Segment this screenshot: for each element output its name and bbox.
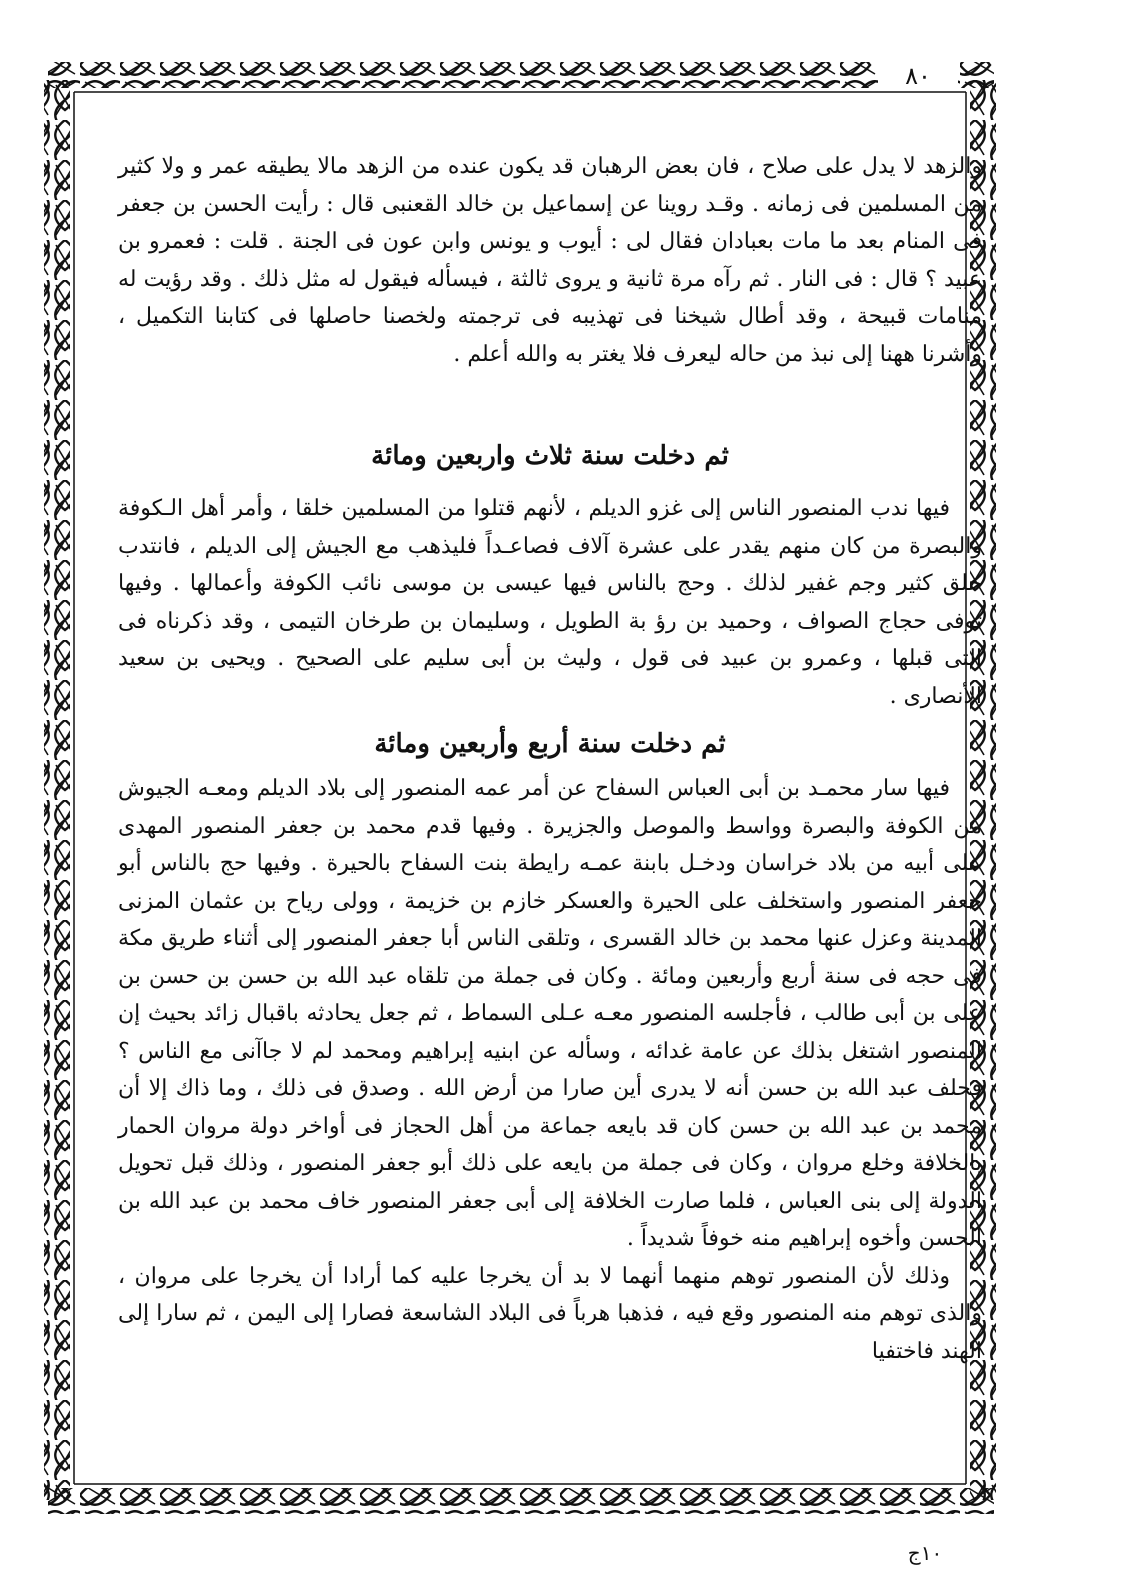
intro-paragraph — [118, 148, 982, 373]
intro-text: والزهد لا يدل على صلاح ، فان بعض الرهبان قد يكون عنده من الزهد مالا يطيقه عمر و ولا كثير من المسلمين فى زمانه . وقـد روينا عن إسماعيل بن خالد القعنبى قال : رأيت الحسن بن جعفر فى المنام بعد ما مات بعبادان فقال لى : أيوب و يونس وابن عون فى الجنة . قلت : فعمرو بن عبيد ؟ قال : فى النار . ثم رآه مرة ثانية و يروى ثالثة ، فيسأله فيقول له مثل ذلك . وقد رؤيت له منامات قبيحة ، وقد أطال شيخنا فى تهذيبه فى ترجمته ولخصنا حاصلها فى كتابنا التكميل ، وأشرنا ههنا إلى نبذ من حاله ليعرف فلا يغتر به والله أعلم . — [118, 154, 982, 367]
year-143-section — [118, 490, 982, 715]
footer-mark: ١٠ج — [907, 1541, 943, 1565]
heading-year-144: ثم دخلت سنة أربع وأربعين ومائة — [374, 729, 726, 759]
year-144-paragraph-2: وذلك لأن المنصور توهم منهما أنهما لا بد أن يخرجا عليه كما أرادا أن يخرجا على مروان ، والذى توهم منه المنصور وقع فيه ، فذهبا هرباً فى البلاد الشاسعة فصارا إلى اليمن ، ثم سارا إلى الهند فاختفيا — [118, 1263, 982, 1364]
year-143-text: فيها ندب المنصور الناس إلى غزو الديلم ، لأنهم قتلوا من المسلمين خلقا ، وأمر أهل الـكوفة والبصرة من كان منهم يقدر على عشرة آلاف فصاعـداً فليذهب مع الجيش إلى الديلم ، فانتدب خلق كثير وجم غفير لذلك . وحج بالناس فيها عيسى بن موسى نائب الكوفة وأعمالها . وفيها توفى حجاج الصواف ، وحميد بن رؤ بة الطويل ، وسليمان بن طرخان التيمى ، وقد ذكرناه فى التى قبلها ، وعمرو بن عبيد فى قول ، وليث بن أبى سليم على الصحيح . ويحيى بن سعيد الأنصارى . — [118, 496, 982, 709]
page-number: ٨٠ — [905, 62, 931, 90]
year-144-paragraph-1: فيها سار محمـد بن أبى العباس السفاح عن أمر عمه المنصور إلى بلاد الديلم ومعـه الجيوش من الكوفة والبصرة وواسط والموصل والجزيرة . وفيها قدم محمد بن جعفر المنصور المهدى على أبيه من بلاد خراسان ودخـل بابنة عمـه رايطة بنت السفاح بالحيرة . وفيها حج بالناس أبو جعفر المنصور واستخلف على الحيرة والعسكر خازم بن خزيمة ، وولى رياح بن عثمان المزنى المدينة وعزل عنها محمد بن خالد القسرى ، وتلقى الناس أبا جعفر المنصور إلى أثناء طريق مكة فى حجه فى سنة أربع وأربعين ومائة . وكان فى جملة من تلقاه عبد الله بن حسن بن حسن بن على بن أبى طالب ، فأجلسه المنصور معـه عـلى السماط ، ثم جعل يحادثه باقبال زائد بحيث إن المنصور اشتغل بذلك عن عامة غدائه ، وسأله عن ابنيه إبراهيم ومحمد لم لا جاآنى مع الناس ؟ فحلف عبد الله بن حسن أنه لا يدرى أين صارا من أرض الله . وصدق فى ذلك ، وما ذاك إلا أن محمد بن عبد الله بن حسن كان قد بايعه جماعة من أهل الحجاز فى أواخر دولة مروان الحمار بالخلافة وخلع مروان ، وكان فى جملة من بايعه على ذلك أبو جعفر المنصور ، وذلك قبل تحويل الدولة إلى بنى العباس ، فلما صارت الخلافة إلى أبى جعفر المنصور خاف محمد بن عبد الله بن الحسن وأخوه إبراهيم منه خوفاً شديداً . — [118, 776, 982, 1251]
year-144-section — [118, 770, 982, 1370]
heading-year-143: ثم دخلت سنة ثلاث واربعين ومائة — [371, 441, 729, 471]
